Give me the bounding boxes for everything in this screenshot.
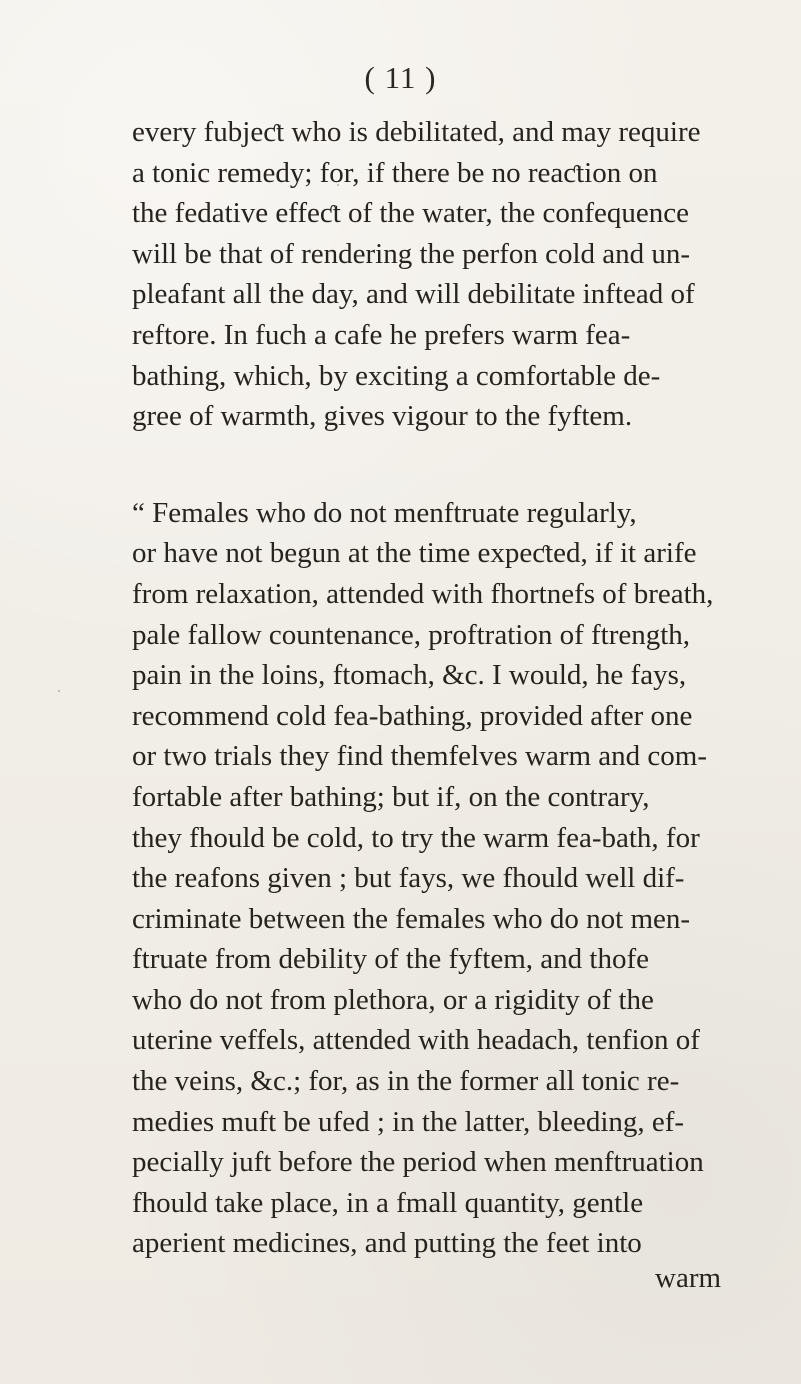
paper-speck	[337, 184, 339, 186]
paragraph-2-line-8: fortable after bathing; but if, on the contrary,	[132, 780, 650, 813]
paragraph-2-line-15: the veins, &c.; for, as in the former all tonic re-	[132, 1065, 680, 1098]
paragraph-2-line-12: ftruate from debility of the fyftem, and thofe	[132, 943, 649, 976]
paragraph-1-line-3: the fedative effeƈt of the water, the confequence	[132, 197, 690, 230]
paragraph-1	[132, 112, 744, 437]
paragraph-1-line-8: gree of warmth, gives vigour to the fyftem.	[132, 400, 633, 433]
catchword: warm	[655, 1262, 722, 1294]
paragraph-2-line-9: they fhould be cold, to try the warm fea-bath, for	[132, 821, 700, 854]
paragraph-1-line-2: a tonic remedy; for, if there be no reaƈtion on	[132, 156, 658, 189]
body-text	[132, 112, 744, 1264]
paragraph-2-line-14: uterine veffels, attended with headach, tenfion of	[132, 1024, 700, 1057]
paragraph-2-line-17: pecially juft before the period when menftruation	[132, 1146, 704, 1179]
paragraph-2-line-13: who do not from plethora, or a rigidity of the	[132, 983, 654, 1016]
paper-speck	[58, 690, 60, 692]
paragraph-2-line-4: pale fallow countenance, proftration of ftrength,	[132, 618, 691, 651]
paragraph-1-line-4: will be that of rendering the perfon cold and un-	[132, 237, 691, 270]
paragraph-2-line-11: criminate between the females who do not men-	[132, 902, 691, 935]
paragraph-2-line-16: medies muft be ufed ; in the latter, bleeding, ef-	[132, 1105, 685, 1138]
paragraph-2-line-3: from relaxation, attended with fhortnefs of breath,	[132, 577, 714, 610]
paragraph-2-line-5: pain in the loins, ftomach, &c. I would, he fays,	[132, 659, 687, 692]
paragraph-1-line-1: every fubjeƈt who is debilitated, and may require	[132, 116, 701, 148]
paragraph-2-line-7: or two trials they find themfelves warm and com-	[132, 740, 708, 773]
paragraph-2	[132, 493, 744, 1264]
paragraph-1-line-6: reftore. In fuch a cafe he prefers warm fea-	[132, 318, 631, 351]
paragraph-1-line-5: pleafant all the day, and will debilitate inftead of	[132, 278, 695, 311]
paragraph-2-line-2: or have not begun at the time expeƈted, if it arife	[132, 537, 697, 570]
paragraph-2-line-19: aperient medicines, and putting the feet into	[132, 1227, 642, 1260]
paper-speck	[626, 1247, 628, 1249]
page-number: ( 11 )	[364, 60, 437, 95]
paragraph-1-line-7: bathing, which, by exciting a comfortable de-	[132, 359, 661, 392]
paragraph-2-line-1: “ Females who do not menftruate regularly,	[132, 496, 637, 529]
paragraph-2-line-10: the reafons given ; but fays, we fhould well dif-	[132, 862, 685, 895]
paragraph-2-line-18: fhould take place, in a fmall quantity, gentle	[132, 1186, 644, 1219]
paragraph-2-line-6: recommend cold fea-bathing, provided after one	[132, 699, 693, 732]
